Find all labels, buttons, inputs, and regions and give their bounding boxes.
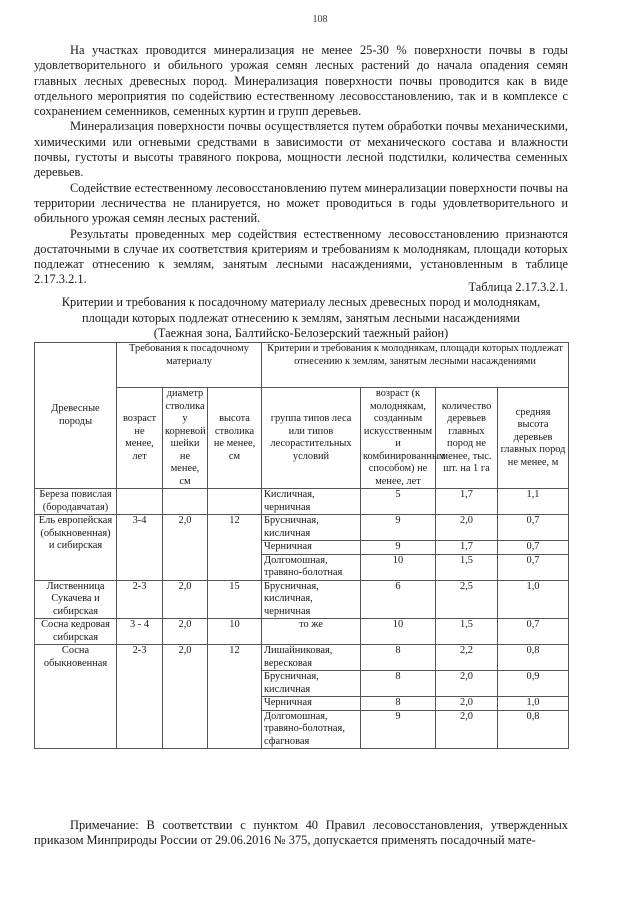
forest-type-cell: Черничная bbox=[262, 697, 361, 711]
species-cell: Сосна кедровая сибирская bbox=[35, 619, 117, 645]
table-number: Таблица 2.17.3.2.1. bbox=[468, 280, 568, 294]
height-cell: 12 bbox=[208, 515, 262, 581]
young-age-cell: 8 bbox=[361, 671, 436, 697]
avg-height-cell: 0,7 bbox=[498, 515, 569, 541]
table-title-line-3: (Таежная зона, Балтийско-Белозерский таежный район) bbox=[153, 325, 449, 340]
young-age-cell: 9 bbox=[361, 515, 436, 541]
table-row bbox=[35, 619, 569, 645]
header-species: Древесные породы bbox=[35, 343, 117, 489]
header-height: высота стволика не менее, см bbox=[208, 388, 262, 489]
body-text bbox=[34, 43, 568, 288]
tree-count-cell: 2,0 bbox=[436, 671, 498, 697]
table-row bbox=[35, 515, 569, 541]
young-age-cell: 10 bbox=[361, 554, 436, 580]
tree-count-cell: 2,0 bbox=[436, 710, 498, 749]
avg-height-cell: 1,0 bbox=[498, 697, 569, 711]
criteria-table bbox=[34, 342, 569, 749]
forest-type-cell: Брусничная, кисличная bbox=[262, 671, 361, 697]
species-cell: Лиственница Сукачева и сибирская bbox=[35, 580, 117, 619]
diameter-cell: 2,0 bbox=[163, 619, 208, 645]
young-age-cell: 9 bbox=[361, 541, 436, 555]
species-cell: Ель европейская (обыкновенная) и сибирская bbox=[35, 515, 117, 581]
table-title-line-1: Критерии и требования к посадочному материалу лесных древесных пород и молоднякам, bbox=[61, 295, 541, 310]
header-age: возраст не менее, лет bbox=[117, 388, 163, 489]
age-cell: 2-3 bbox=[117, 645, 163, 749]
header-forest-type: группа типов леса или типов лесорастительных условий bbox=[262, 388, 361, 489]
forest-type-cell: Брусничная, кисличная bbox=[262, 515, 361, 541]
header-young-stands: Критерии и требования к молоднякам, площади которых подлежат отнесению к землям, занятым лесными насаждениями bbox=[262, 343, 569, 388]
header-avg-height: средняя высота деревьев главных пород не менее, м bbox=[498, 388, 569, 489]
header-diameter: диаметр стволика у корневой шейки не менее, см bbox=[163, 388, 208, 489]
note-text: Примечание: В соответствии с пунктом 40 Правил лесовосстановления, утвержденных приказом Минприроды России от 29.06.2016 № 375, допускается применять посадочный мате- bbox=[34, 818, 568, 848]
young-age-cell: 8 bbox=[361, 645, 436, 671]
avg-height-cell: 0,9 bbox=[498, 671, 569, 697]
avg-height-cell: 0,8 bbox=[498, 645, 569, 671]
young-age-cell: 8 bbox=[361, 697, 436, 711]
table-row bbox=[35, 580, 569, 619]
tree-count-cell: 1,7 bbox=[436, 541, 498, 555]
paragraph-results-criteria: Результаты проведенных мер содействия естественному лесовосстановлению признаются достаточными в случае их соответствия критериям и требованиям к молоднякам, площади которых подлежат отнесению к землям, занятым лесными насаждениями, установленным в таблице 2.17.3.2.1. bbox=[34, 226, 568, 287]
height-cell: 10 bbox=[208, 619, 262, 645]
tree-count-cell: 2,0 bbox=[436, 697, 498, 711]
diameter-cell: 2,0 bbox=[163, 645, 208, 749]
species-cell: Сосна обыкновенная bbox=[35, 645, 117, 749]
young-age-cell: 9 bbox=[361, 710, 436, 749]
species-cell: Береза повислая (бородавчатая) bbox=[35, 489, 117, 515]
height-cell: 15 bbox=[208, 580, 262, 619]
table-row bbox=[35, 489, 569, 515]
forest-type-cell: Лишайниковая, вересковая bbox=[262, 645, 361, 671]
paragraph-not-planned: Содействие естественному лесовосстановлению путем минерализации поверхности почвы на территории лесничества не планируется, но может проводиться в годы удовлетворительного и обильного урожая семян лесных растений. bbox=[34, 180, 568, 226]
avg-height-cell: 0,7 bbox=[498, 554, 569, 580]
header-planting-material: Требования к посадочному материалу bbox=[117, 343, 262, 388]
paragraph-mineralization-method: Минерализация поверхности почвы осуществляется путем обработки почвы механическими, химическими или огневыми средствами в зависимости от механического состава и влажности почвы, густоты и высоты травяного покрова, мощности лесной подстилки, количества семенных деревьев. bbox=[34, 119, 568, 180]
paragraph-mineralization-scope: На участках проводится минерализация не менее 25-30 % поверхности почвы в годы удовлетворительного и обильного урожая семян лесных растений до начала опадения семян главных лесных древесных пород. Минерализация поверхности почвы проводится как в виде отдельного мероприятия по содействию естественному лесовосстановлению, так и в комплексе с сохранением семенников, семенных куртин и групп деревьев. bbox=[34, 43, 568, 119]
tree-count-cell: 2,0 bbox=[436, 515, 498, 541]
page-number: 108 bbox=[312, 14, 328, 25]
age-cell: 2-3 bbox=[117, 580, 163, 619]
forest-type-cell: Черничная bbox=[262, 541, 361, 555]
table-title-line-2: площади которых подлежат отнесению к землям, занятым лесными насаждениями bbox=[82, 310, 520, 325]
tree-count-cell: 2,2 bbox=[436, 645, 498, 671]
table-note bbox=[34, 818, 568, 849]
header-young-age: возраст (к молоднякам, созданным искусственным и комбинированным способом) не менее, лет bbox=[361, 388, 436, 489]
tree-count-cell: 2,5 bbox=[436, 580, 498, 619]
age-cell bbox=[117, 489, 163, 515]
header-tree-count: количество деревьев главных пород не менее, тыс. шт. на 1 га bbox=[436, 388, 498, 489]
tree-count-cell: 1,5 bbox=[436, 554, 498, 580]
diameter-cell bbox=[163, 489, 208, 515]
forest-type-cell: Долгомошная, травяно-болотная bbox=[262, 554, 361, 580]
forest-type-cell: Брусничная, кисличная, черничная bbox=[262, 580, 361, 619]
diameter-cell: 2,0 bbox=[163, 515, 208, 581]
header-row-top bbox=[35, 343, 569, 388]
young-age-cell: 6 bbox=[361, 580, 436, 619]
avg-height-cell: 1,0 bbox=[498, 580, 569, 619]
height-cell bbox=[208, 489, 262, 515]
table-row bbox=[35, 645, 569, 671]
avg-height-cell: 0,7 bbox=[498, 541, 569, 555]
forest-type-cell: то же bbox=[262, 619, 361, 645]
avg-height-cell: 1,1 bbox=[498, 489, 569, 515]
age-cell: 3-4 bbox=[117, 515, 163, 581]
table-caption bbox=[34, 280, 568, 341]
forest-type-cell: Кисличная, черничная bbox=[262, 489, 361, 515]
tree-count-cell: 1,5 bbox=[436, 619, 498, 645]
avg-height-cell: 0,7 bbox=[498, 619, 569, 645]
young-age-cell: 5 bbox=[361, 489, 436, 515]
height-cell: 12 bbox=[208, 645, 262, 749]
tree-count-cell: 1,7 bbox=[436, 489, 498, 515]
forest-type-cell: Долгомошная, травяно-болотная, сфагновая bbox=[262, 710, 361, 749]
diameter-cell: 2,0 bbox=[163, 580, 208, 619]
avg-height-cell: 0,8 bbox=[498, 710, 569, 749]
young-age-cell: 10 bbox=[361, 619, 436, 645]
age-cell: 3 - 4 bbox=[117, 619, 163, 645]
